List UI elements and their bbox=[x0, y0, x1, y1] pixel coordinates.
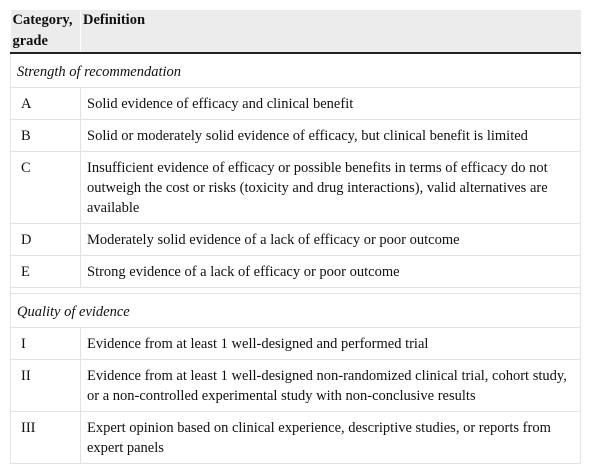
table-row bbox=[11, 412, 581, 464]
grade-definition: Strong evidence of a lack of efficacy or poor outcome bbox=[81, 256, 581, 288]
table-row bbox=[11, 152, 581, 224]
grade-definition: Insufficient evidence of efficacy or possible benefits in terms of efficacy do not outweigh the cost or risks (toxicity and drug interactions), valid alternatives are available bbox=[81, 152, 581, 224]
grade-definition: Moderately solid evidence of a lack of efficacy or poor outcome bbox=[81, 224, 581, 256]
table-row bbox=[11, 120, 581, 152]
grade-definition: Solid or moderately solid evidence of efficacy, but clinical benefit is limited bbox=[81, 120, 581, 152]
grading-table-container bbox=[10, 10, 580, 464]
grade-code: A bbox=[11, 88, 81, 120]
table-row bbox=[11, 88, 581, 120]
grade-code: B bbox=[11, 120, 81, 152]
table-header bbox=[11, 10, 581, 53]
table-row bbox=[11, 360, 581, 412]
grade-definition: Evidence from at least 1 well-designed non-randomized clinical trial, cohort study, or a non-controlled experimental study with non-conclusive results bbox=[81, 360, 581, 412]
section-row-quality bbox=[11, 294, 581, 328]
grade-definition: Expert opinion based on clinical experience, descriptive studies, or reports from expert panels bbox=[81, 412, 581, 464]
grade-code: I bbox=[11, 328, 81, 360]
header-category-grade: Category, grade bbox=[11, 10, 81, 53]
grade-code: II bbox=[11, 360, 81, 412]
grade-definition: Solid evidence of efficacy and clinical benefit bbox=[81, 88, 581, 120]
section-row-strength bbox=[11, 53, 581, 88]
grade-code: D bbox=[11, 224, 81, 256]
header-definition: Definition bbox=[81, 10, 581, 53]
header-row bbox=[11, 10, 581, 53]
section-title: Quality of evidence bbox=[11, 294, 581, 328]
grade-code: III bbox=[11, 412, 81, 464]
table-row bbox=[11, 224, 581, 256]
grade-code: C bbox=[11, 152, 81, 224]
table-row bbox=[11, 328, 581, 360]
grading-table bbox=[10, 10, 581, 464]
grade-code: E bbox=[11, 256, 81, 288]
section-title: Strength of recommendation bbox=[11, 53, 581, 88]
table-body bbox=[11, 53, 581, 464]
grade-definition: Evidence from at least 1 well-designed and performed trial bbox=[81, 328, 581, 360]
table-row bbox=[11, 256, 581, 288]
